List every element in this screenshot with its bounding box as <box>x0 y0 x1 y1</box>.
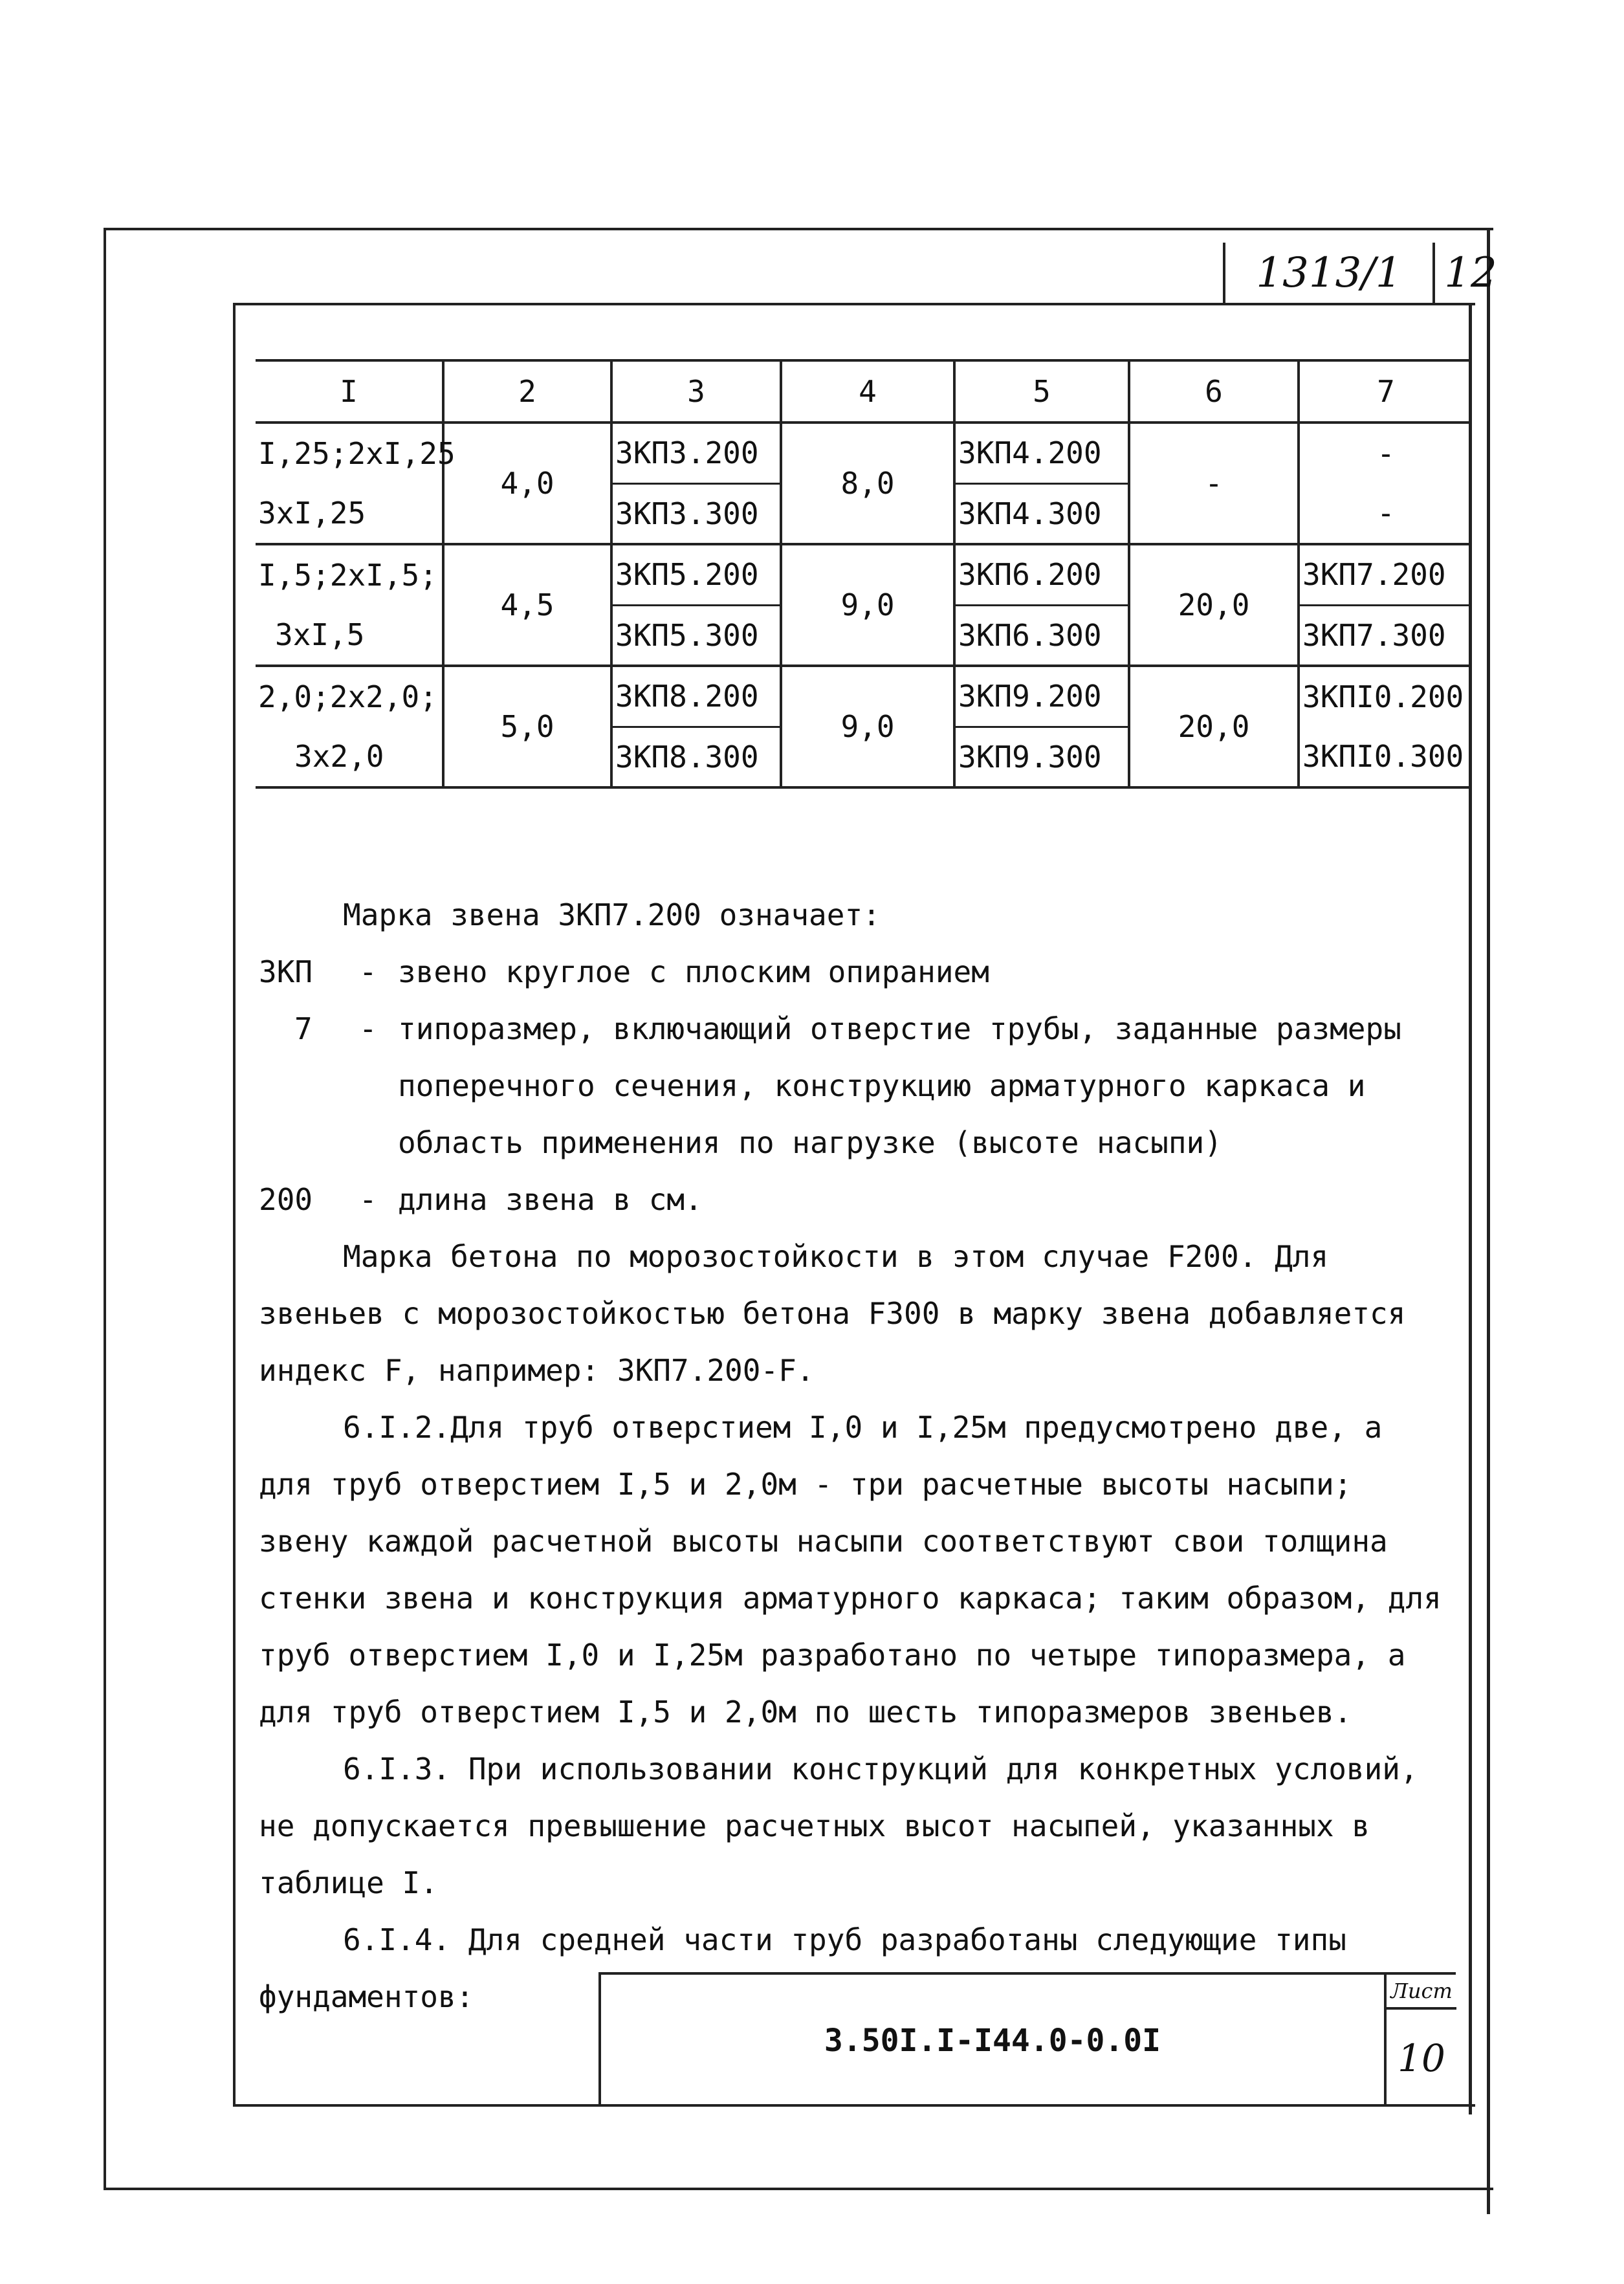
definition-key: 200 <box>259 1182 313 1217</box>
table-cell: ЗКП5.300 <box>611 605 781 666</box>
column-header: 7 <box>1299 360 1472 423</box>
table-cell: ЗКП4.200 <box>954 423 1129 483</box>
body-text <box>259 886 1449 2025</box>
table-cell: ЗКП6.300 <box>954 605 1129 666</box>
table-cell: ЗКПЗ.300 <box>611 483 781 544</box>
table-cell: 5,0 <box>443 666 611 787</box>
header-stamp <box>1223 243 1506 304</box>
table-cell: ЗКП9.200 <box>954 666 1129 727</box>
definition-item <box>259 1171 1449 1228</box>
paragraph: 6.I.3. При использовании конструкций для конкретных условий, не допускается превышение расчетных высот насыпей, указанных в таблице I. <box>259 1751 1418 1900</box>
definition-dash: - <box>359 954 377 989</box>
table-cell: 3xI,25 <box>256 483 443 544</box>
table-cell: ЗКПI0.200 <box>1299 666 1472 727</box>
outer-frame-right-edge <box>1487 228 1490 2214</box>
table-cell: ЗКП4.300 <box>954 483 1129 544</box>
document-code: 3.50I.I-I44.0-0.0I <box>824 2023 1161 2059</box>
definition-key: ЗКП <box>259 954 313 989</box>
table-cell: 3x2,0 <box>256 727 443 787</box>
column-header: 5 <box>954 360 1129 423</box>
table-row <box>256 423 1472 483</box>
table-cell: ЗКП9.300 <box>954 727 1129 787</box>
table-cell: 9,0 <box>781 666 954 787</box>
paragraph: 6.I.4. Для средней части труб разработаны следующие типы фундаментов: <box>259 1922 1346 2014</box>
table-cell: ЗКПI0.300 <box>1299 727 1472 787</box>
definition-text: типоразмер, включающий отверстие трубы, заданные размеры поперечного сечения, конструкцию арматурного каркаса и область применения по нагрузке (высоте насыпи) <box>398 1011 1401 1160</box>
definition-dash: - <box>359 1182 377 1217</box>
definition-item <box>259 943 1449 1000</box>
column-header: 3 <box>611 360 781 423</box>
page-number: 12 <box>1444 249 1497 297</box>
title-block <box>598 1972 1456 2107</box>
table-cell: ЗКП5.200 <box>611 544 781 605</box>
paragraph: Марка бетона по морозостойкости в этом случае F200. Для звеньев с морозостойкостью бетона F300 в марку звена добавляется индекс F, например: ЗКП7.200-F. <box>259 1239 1406 1388</box>
table-cell: I,25;2xI,25 <box>258 436 455 471</box>
table-cell: ЗКП7.200 <box>1299 544 1472 605</box>
table-cell: - <box>1299 483 1472 544</box>
table-cell: 20,0 <box>1129 544 1299 666</box>
table-row <box>256 666 1472 727</box>
table-cell: 4,5 <box>443 544 611 666</box>
doc-number: 1313/1 <box>1225 243 1435 304</box>
table-cell: ЗКП6.200 <box>954 544 1129 605</box>
link-types-table <box>256 359 1472 789</box>
paragraph: 6.I.2.Для труб отверстием I,0 и I,25м предусмотрено две, а для труб отверстием I,5 и 2,0м - три расчетные высоты насыпи; звену каждой расчетной высоты насыпи соответствуют свои толщина стенки звена и конструкция арматурного каркаса; таким образом, для труб отверстием I,0 и I,25м разработано по четыре типоразмера, а для труб отверстием I,5 и 2,0м по шесть типоразмеров звеньев. <box>259 1410 1442 1729</box>
mark-intro: Марка звена ЗКП7.200 означает: <box>343 897 881 932</box>
table-cell: ЗКПЗ.200 <box>611 423 781 483</box>
sheet-label: Лист <box>1387 1975 1456 2010</box>
column-header: 6 <box>1129 360 1299 423</box>
definition-item <box>259 1000 1449 1171</box>
table-header-row <box>256 360 1472 423</box>
definition-text: звено круглое с плоским опиранием <box>398 954 989 989</box>
table-cell: 2,0;2x2,0; <box>258 679 437 714</box>
table-cell: 20,0 <box>1129 666 1299 787</box>
column-header: 4 <box>781 360 954 423</box>
table-cell: I,5;2xI,5; <box>258 558 437 593</box>
table-cell: ЗКП8.300 <box>611 727 781 787</box>
table-cell: 9,0 <box>781 544 954 666</box>
table-row <box>256 544 1472 605</box>
table-cell: 8,0 <box>781 423 954 544</box>
table-cell: - <box>1299 423 1472 483</box>
sheet-box <box>1384 1975 1456 2107</box>
column-header: I <box>256 360 443 423</box>
sheet-number: 10 <box>1398 2036 1445 2080</box>
table-cell: 4,0 <box>443 423 611 544</box>
table-cell: - <box>1129 423 1299 544</box>
table-cell: ЗКП7.300 <box>1299 605 1472 666</box>
column-header: 2 <box>443 360 611 423</box>
definition-text: длина звена в см. <box>398 1182 703 1217</box>
table-cell: 3xI,5 <box>256 605 443 666</box>
definition-key: 7 <box>294 1011 313 1046</box>
table-cell: ЗКП8.200 <box>611 666 781 727</box>
definition-dash: - <box>359 1011 377 1046</box>
